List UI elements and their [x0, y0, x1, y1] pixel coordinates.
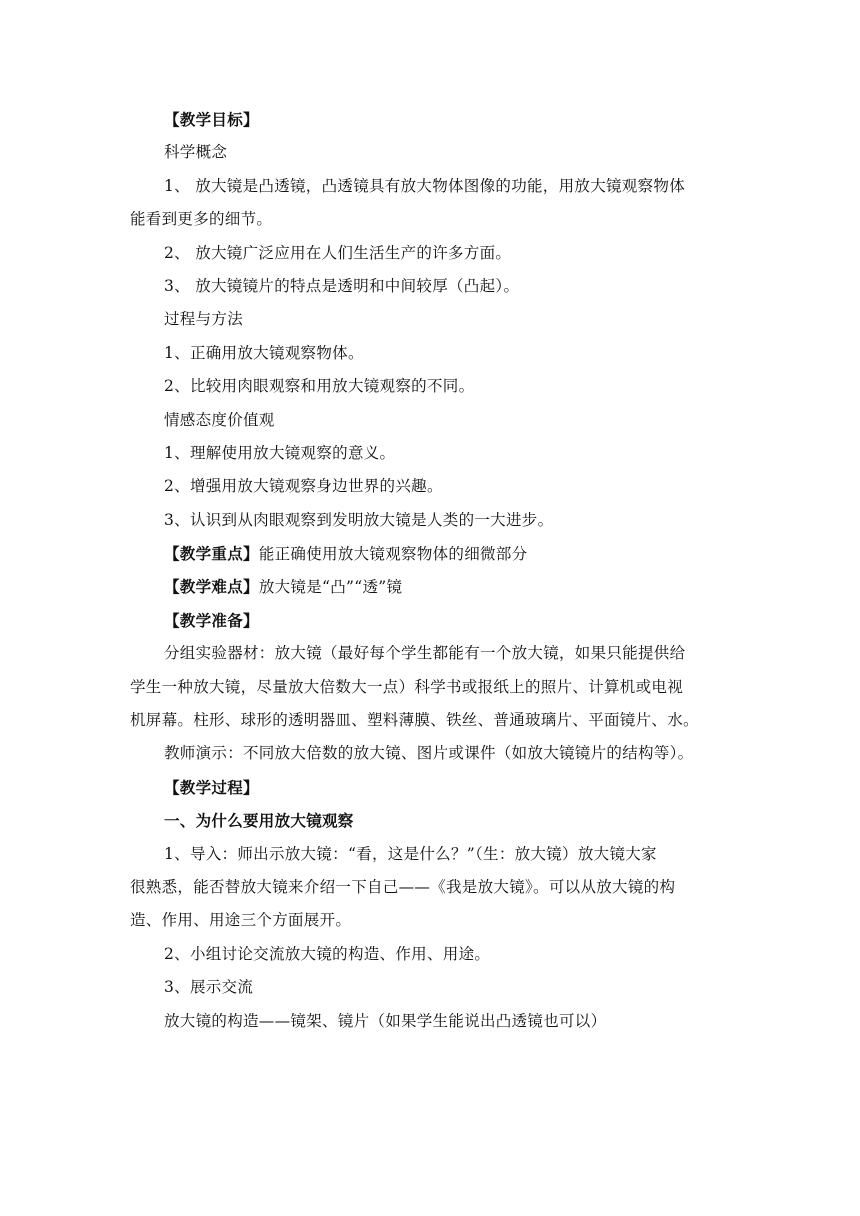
paragraph-line: 学生一种放大镜，尽量放大倍数大一点）科学书或报纸上的照片、计算机或电视 — [130, 677, 684, 696]
paragraph-line: 放大镜的构造——镜架、镜片（如果学生能说出凸透镜也可以） — [164, 1011, 607, 1030]
heading-teaching-process: 【教学过程】 — [164, 777, 259, 797]
paragraph-line: 机屏幕。柱形、球形的透明器皿、塑料薄膜、铁丝、普通玻璃片、平面镜片、水。 — [130, 711, 699, 730]
paragraph-line: 造、作用、用途三个方面展开。 — [130, 911, 352, 930]
paragraph-line: 1、理解使用放大镜观察的意义。 — [164, 443, 396, 462]
heading-teaching-goals: 【教学目标】 — [164, 110, 259, 129]
difficulty-text: 放大镜是“凸”“透”镜 — [258, 578, 403, 597]
paragraph-line: 1、正确用放大镜观察物体。 — [164, 343, 364, 362]
paragraph-line: 2、 放大镜广泛应用在人们生活生产的许多方面。 — [164, 243, 512, 262]
difficulty-label: 【教学难点】 — [164, 577, 259, 597]
paragraph-line: 3、认识到从肉眼观察到发明放大镜是人类的一大进步。 — [164, 510, 554, 529]
document-body — [130, 103, 730, 1038]
difficulty-line — [130, 570, 730, 603]
paragraph-line: 2、增强用放大镜观察身边世界的兴趣。 — [164, 477, 443, 496]
paragraph-line: 2、比较用肉眼观察和用放大镜观察的不同。 — [164, 377, 475, 396]
paragraph-line: 1、 放大镜是凸透镜，凸透镜具有放大物体图像的功能，用放大镜观察物体 — [164, 176, 685, 195]
paragraph-line: 教师演示：不同放大倍数的放大镜、图片或课件（如放大镜镜片的结构等）。 — [164, 744, 694, 763]
paragraph-line: 很熟悉，能否替放大镜来介绍一下自己——《我是放大镜》。可以从放大镜的构 — [130, 877, 676, 896]
paragraph-line: 1、导入：师出示放大镜：“看，这是什么？”（生：放大镜）放大镜大家 — [164, 844, 657, 863]
paragraph-line: 2、小组讨论交流放大镜的构造、作用、用途。 — [164, 944, 491, 963]
key-point-line — [130, 537, 730, 570]
heading-teaching-preparation: 【教学准备】 — [164, 610, 259, 630]
key-point-text: 能正确使用放大镜观察物体的细微部分 — [258, 545, 528, 564]
paragraph-line: 3、 放大镜镜片的特点是透明和中间较厚（凸起）。 — [164, 276, 520, 295]
paragraph-line: 分组实验器材：放大镜（最好每个学生都能有一个放大镜，如果只能提供给 — [164, 644, 686, 663]
subheading-science-concepts: 科学概念 — [164, 143, 228, 162]
section-heading-why-magnifier: 一、为什么要用放大镜观察 — [164, 811, 354, 831]
subheading-process-methods: 过程与方法 — [164, 310, 244, 329]
paragraph-line: 能看到更多的细节。 — [130, 210, 273, 229]
subheading-attitudes-values: 情感态度价值观 — [164, 410, 275, 429]
paragraph-line: 3、展示交流 — [164, 978, 254, 997]
key-point-label: 【教学重点】 — [164, 544, 259, 564]
